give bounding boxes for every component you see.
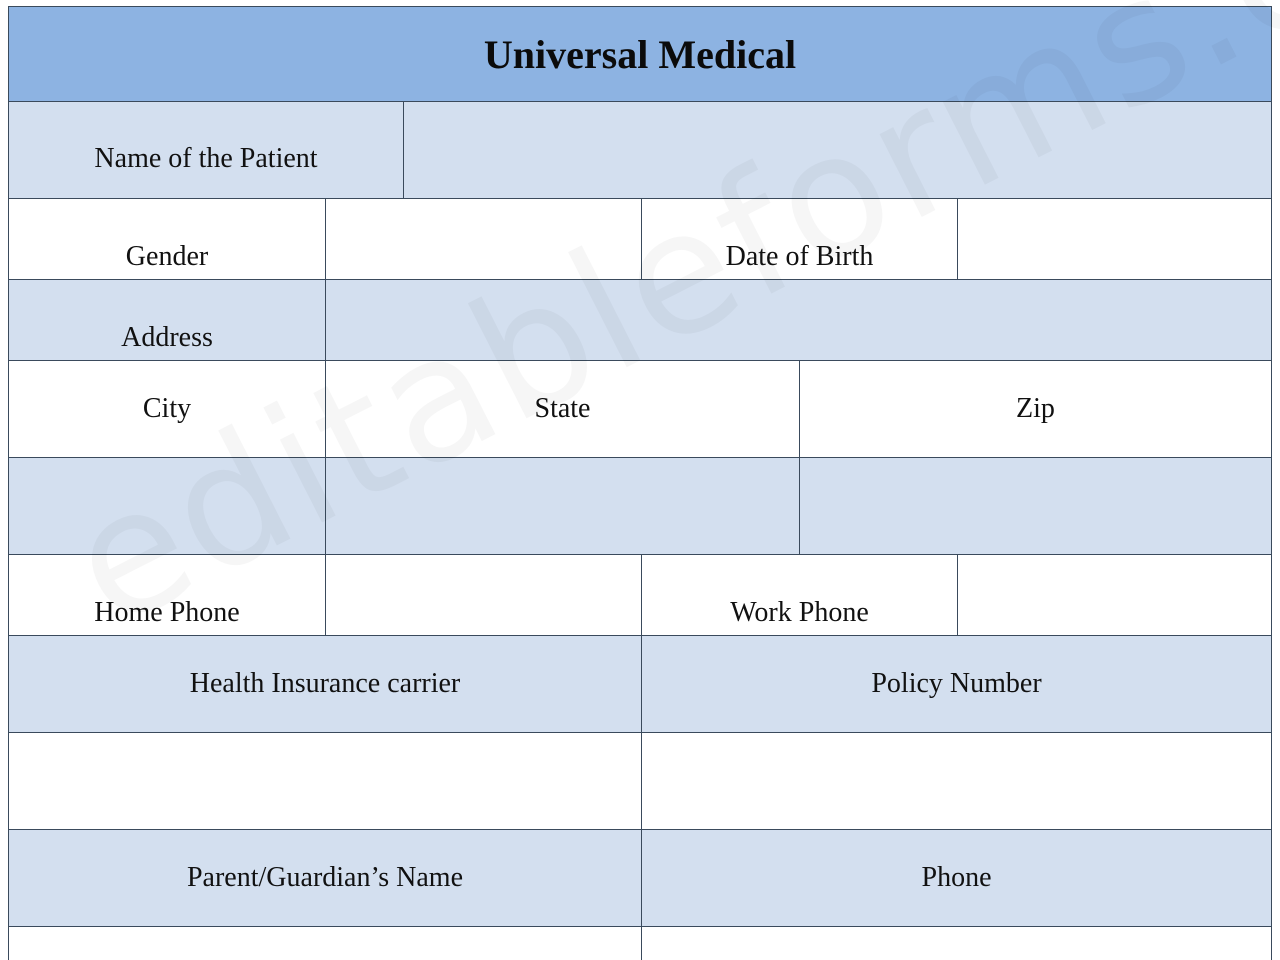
row-address [9, 280, 1271, 361]
home-phone-field[interactable] [325, 555, 641, 635]
guardian-name-field[interactable] [9, 927, 641, 960]
zip-field[interactable] [799, 458, 1271, 554]
row-city-state-zip-fields [9, 458, 1271, 555]
row-phones [9, 555, 1271, 636]
row-patient-name [9, 102, 1271, 199]
label-patient-name: Name of the Patient [94, 143, 318, 174]
date-of-birth-field[interactable] [957, 199, 1271, 279]
row-city-state-zip-labels [9, 361, 1271, 458]
state-field[interactable] [325, 458, 799, 554]
row-insurance-fields [9, 733, 1271, 830]
address-field[interactable] [325, 280, 1271, 360]
label-insurance-carrier: Health Insurance carrier [189, 668, 461, 699]
label-policy-number: Policy Number [641, 636, 1271, 732]
row-guardian-fields [9, 927, 1271, 960]
row-gender-dob [9, 199, 1271, 280]
work-phone-field[interactable] [957, 555, 1271, 635]
label-state: State [325, 361, 799, 457]
city-field[interactable] [9, 458, 325, 554]
row-guardian-labels [9, 830, 1271, 927]
label-guardian-phone: Phone [641, 830, 1271, 926]
label-date-of-birth: Date of Birth [641, 199, 957, 279]
patient-name-field[interactable] [403, 102, 1271, 198]
label-work-phone: Work Phone [641, 555, 957, 635]
label-guardian-name: Parent/Guardian’s Name [186, 862, 464, 893]
label-home-phone: Home Phone [94, 597, 240, 628]
guardian-phone-field[interactable] [641, 927, 1271, 960]
label-city: City [142, 393, 192, 424]
label-address: Address [121, 322, 213, 353]
gender-field[interactable] [325, 199, 641, 279]
insurance-carrier-field[interactable] [9, 733, 641, 829]
row-insurance-labels [9, 636, 1271, 733]
medical-form [8, 6, 1272, 960]
policy-number-field[interactable] [641, 733, 1271, 829]
label-gender: Gender [125, 241, 209, 272]
label-zip: Zip [799, 361, 1271, 457]
form-title: Universal Medical [9, 7, 1271, 102]
